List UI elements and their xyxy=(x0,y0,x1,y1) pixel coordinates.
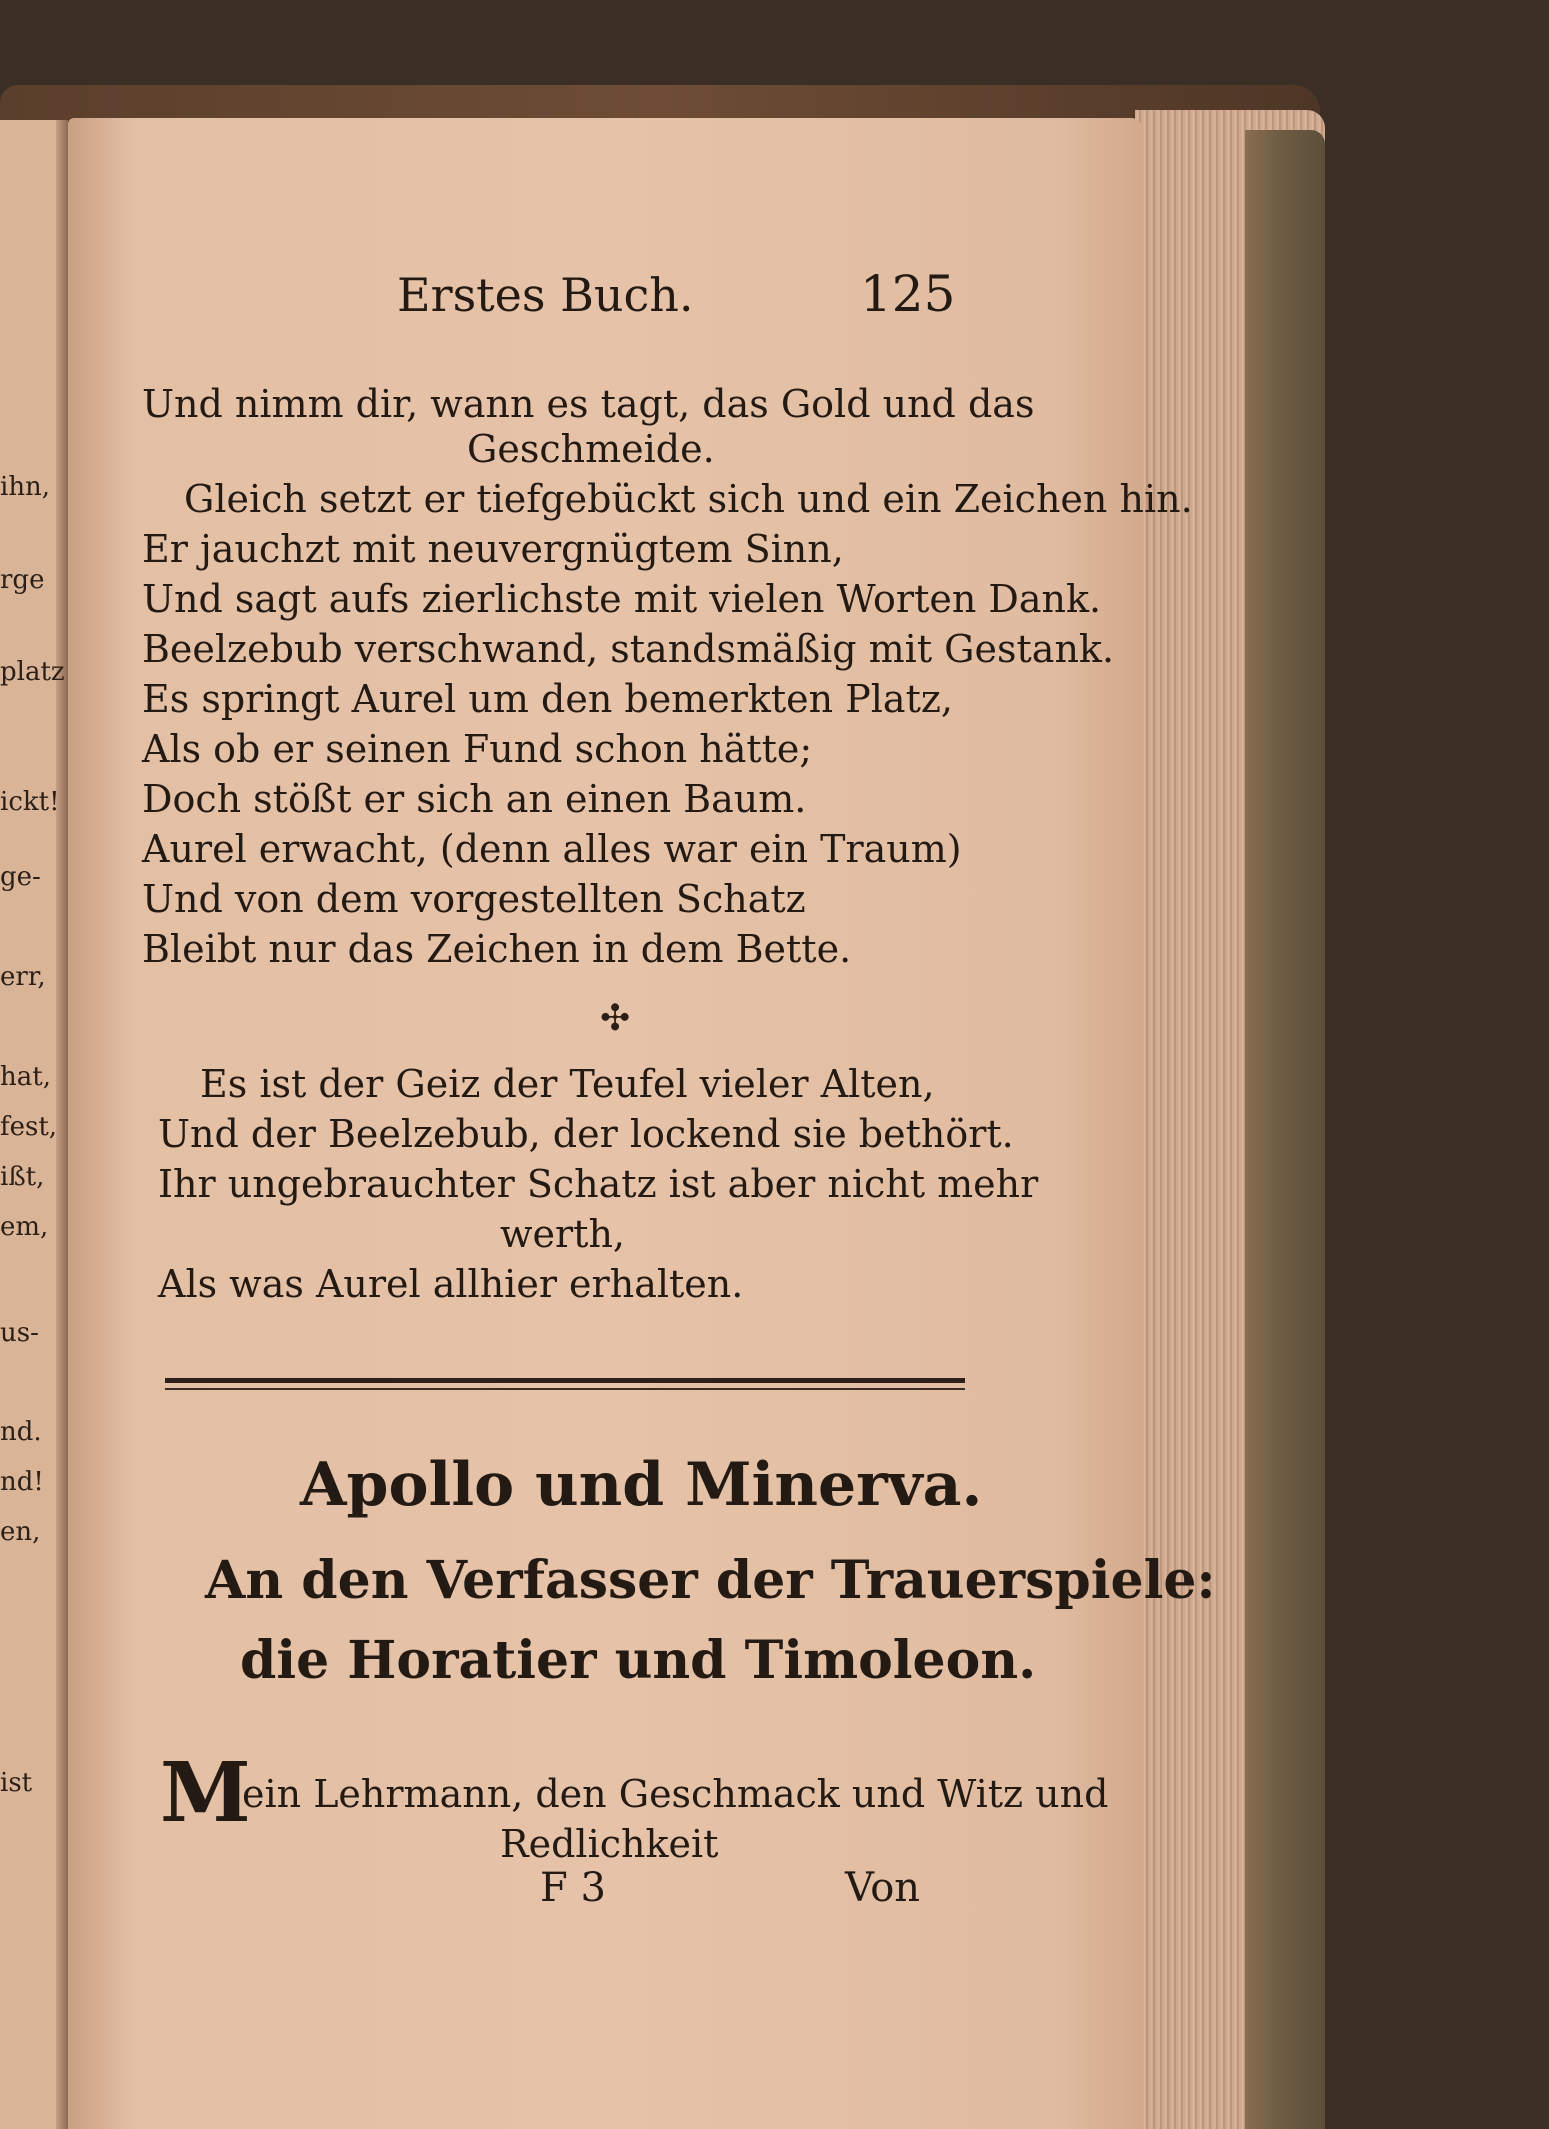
left-page-fragment: err, xyxy=(0,962,46,992)
section-title: Apollo und Minerva. xyxy=(300,1450,983,1520)
left-page-fragment: ickt! xyxy=(0,787,60,817)
verse-line: Beelzebub verschwand, standsmäßig mit Gestank. xyxy=(142,627,1115,671)
left-page-fragment: nd! xyxy=(0,1467,44,1497)
left-page-fragment: rge xyxy=(0,565,45,595)
left-page-fragment: platz xyxy=(0,657,65,687)
verse-line: Er jauchzt mit neuvergnügtem Sinn, xyxy=(142,527,844,571)
verse-line: Als ob er seinen Fund schon hätte; xyxy=(142,727,813,771)
section-subtitle: An den Verfasser der Trauerspiele: xyxy=(205,1550,1216,1611)
verse-line: Und sagt aufs zierlichste mit vielen Worten Dank. xyxy=(142,577,1102,621)
verse-line: Geschmeide. xyxy=(467,427,715,471)
drop-cap: M xyxy=(160,1745,251,1841)
verse-line: Gleich setzt er tiefgebückt sich und ein Zeichen hin. xyxy=(184,477,1193,521)
verse-line: Redlichkeit xyxy=(500,1822,719,1866)
left-page-fragment: ißt, xyxy=(0,1162,45,1192)
verse-line: Es springt Aurel um den bemerkten Platz, xyxy=(142,677,953,721)
verse-line: Aurel erwacht, (denn alles war ein Traum) xyxy=(142,827,962,871)
left-page-fragment: hat, xyxy=(0,1062,51,1092)
page-number: 125 xyxy=(860,265,956,323)
verse-line: werth, xyxy=(500,1212,626,1256)
left-page-fragment: us- xyxy=(0,1318,39,1348)
left-page-fragment: en, xyxy=(0,1517,41,1547)
verse-line: Und von dem vorgestellten Schatz xyxy=(142,877,806,921)
verse-line: Und der Beelzebub, der lockend sie bethört. xyxy=(158,1112,1014,1156)
verse-line: Es ist der Geiz der Teufel vieler Alten, xyxy=(200,1062,935,1106)
left-page-fragment: ist xyxy=(0,1768,33,1798)
left-page-fragment: ihn, xyxy=(0,472,51,502)
left-page-fragment: fest, xyxy=(0,1112,58,1142)
verse-line: ein Lehrmann, den Geschmack und Witz und xyxy=(242,1772,1109,1816)
left-page-gutter xyxy=(56,120,68,2129)
left-page xyxy=(0,120,68,2129)
ornament-icon: ✣ xyxy=(600,998,631,1039)
left-page-fragment: ge- xyxy=(0,862,41,892)
left-page-fragment: em, xyxy=(0,1212,49,1242)
section-divider xyxy=(165,1378,965,1383)
section-divider-thin xyxy=(165,1388,965,1390)
verse-line: Doch stößt er sich an einen Baum. xyxy=(142,777,807,821)
running-header: Erstes Buch. xyxy=(397,268,694,322)
verse-line: Und nimm dir, wann es tagt, das Gold und das xyxy=(142,382,1035,426)
verse-line: Bleibt nur das Zeichen in dem Bette. xyxy=(142,927,852,971)
catchword: Von xyxy=(845,1865,921,1911)
verse-line: Ihr ungebrauchter Schatz ist aber nicht mehr xyxy=(158,1162,1039,1206)
section-subtitle: die Horatier und Timoleon. xyxy=(240,1630,1037,1691)
signature-mark: F 3 xyxy=(540,1865,606,1911)
cover-edge xyxy=(1245,130,1325,2129)
left-page-fragment: nd. xyxy=(0,1417,42,1447)
verse-line: Als was Aurel allhier erhalten. xyxy=(158,1262,744,1306)
